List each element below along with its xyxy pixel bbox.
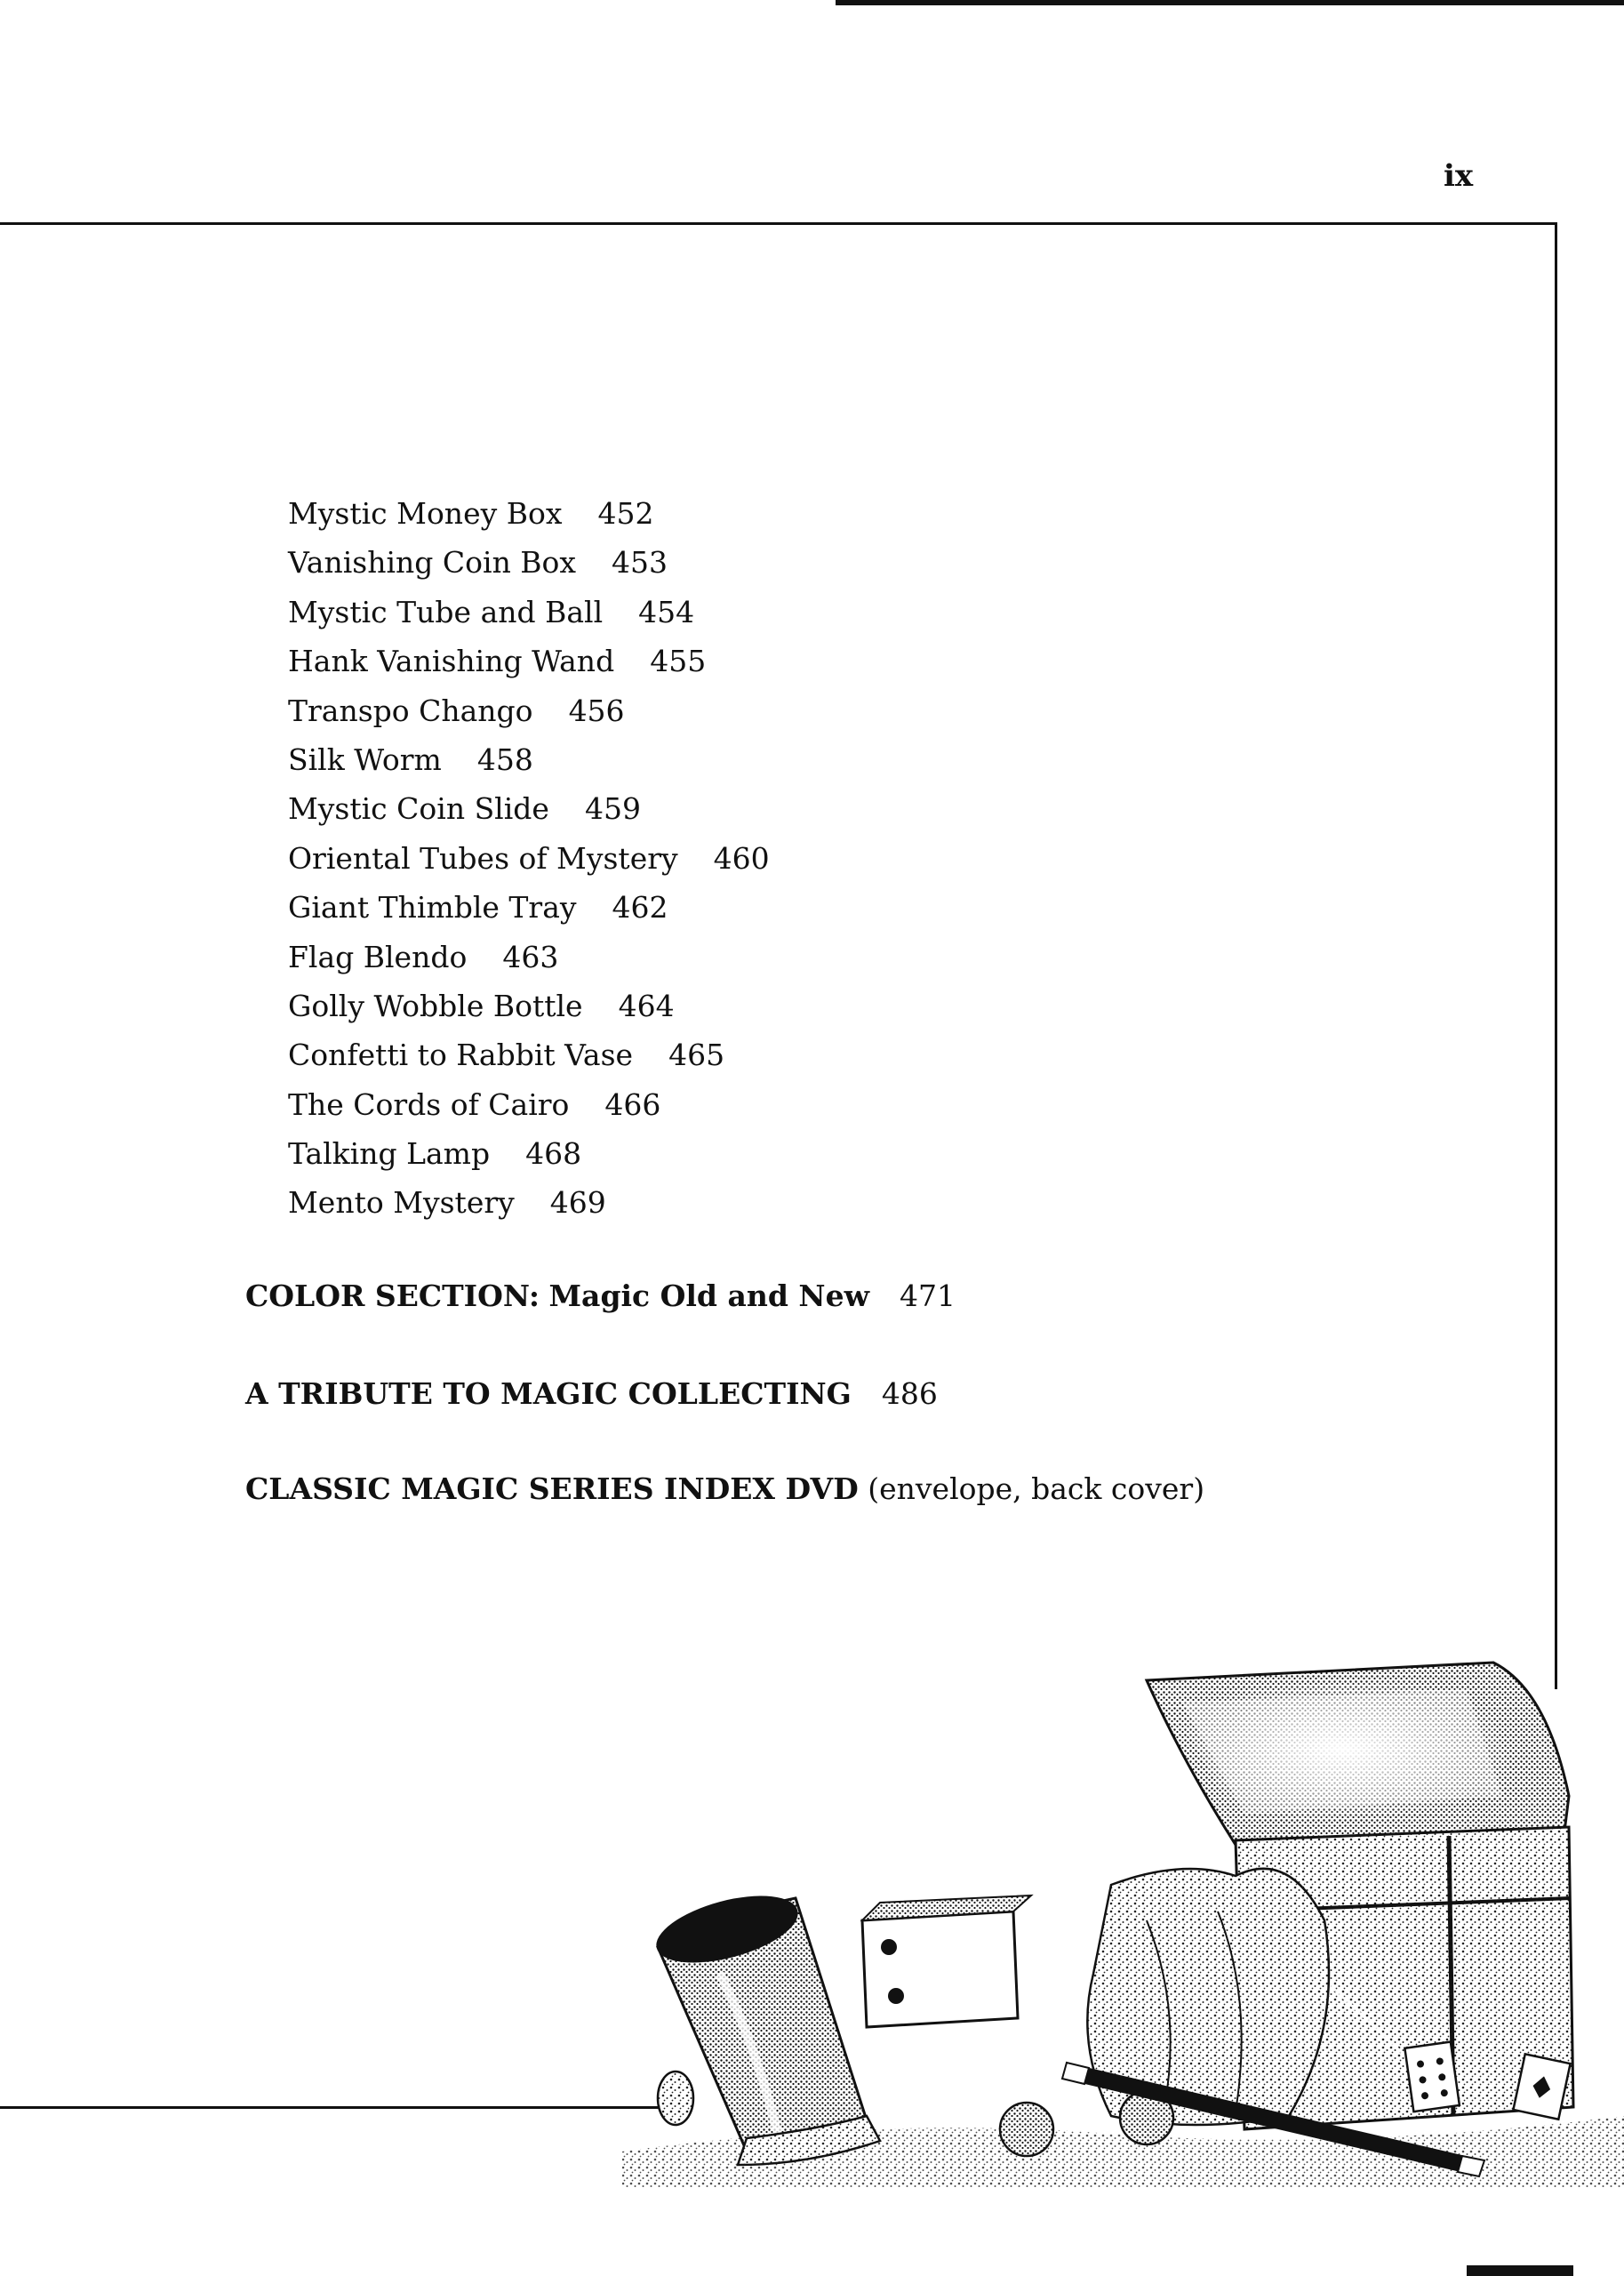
- entry-title: The Cords of Cairo: [288, 1086, 570, 1122]
- section-heading: CLASSIC MAGIC SERIES INDEX DVD: [245, 1471, 859, 1506]
- entry-title: Transpo Chango: [288, 693, 533, 728]
- entry-page: 465: [668, 1038, 725, 1073]
- entry-page: 459: [584, 791, 641, 827]
- dvd-section-heading: [245, 1471, 1204, 1506]
- toc-entry: [288, 1132, 770, 1181]
- top-rule: [836, 0, 1624, 5]
- ball-left: [1000, 2103, 1053, 2156]
- toc-entry: [288, 639, 770, 688]
- entry-title: Giant Thimble Tray: [288, 890, 577, 926]
- toc-entry: [288, 541, 770, 589]
- toc-entry: [288, 738, 770, 787]
- entry-title: Mystic Coin Slide: [288, 791, 549, 827]
- toc-entry: [288, 984, 770, 1033]
- toc-entry: [288, 492, 770, 541]
- rolled-tube: [658, 2072, 693, 2125]
- toc-entry: [288, 1033, 770, 1082]
- playing-card-left: [1404, 2042, 1460, 2112]
- entry-title: Mento Mystery: [288, 1185, 515, 1221]
- section-subtitle: Magic Old and New: [548, 1278, 869, 1313]
- toc-entry: [288, 837, 770, 886]
- page-number: ix: [1444, 158, 1474, 194]
- entry-title: Oriental Tubes of Mystery: [288, 840, 678, 876]
- toc-entry: [288, 787, 770, 836]
- entry-page: 453: [612, 545, 668, 581]
- entry-page: 463: [502, 939, 559, 974]
- entry-page: 468: [525, 1136, 582, 1172]
- toc-entry: [288, 689, 770, 738]
- toc-entry: [288, 886, 770, 934]
- tribute-section-heading: [245, 1376, 938, 1411]
- frame-bottom-rule: [0, 2106, 676, 2109]
- entry-page: 455: [650, 644, 707, 679]
- entry-title: Vanishing Coin Box: [288, 545, 577, 581]
- magic-chest-illustration: [613, 1654, 1624, 2187]
- frame-right-rule: [1555, 222, 1557, 1689]
- entry-page: 460: [713, 840, 770, 876]
- toc-entry: [288, 590, 770, 639]
- toc-entry: [288, 1083, 770, 1132]
- section-note: (envelope, back cover): [868, 1471, 1205, 1506]
- entry-title: Talking Lamp: [288, 1136, 491, 1172]
- entry-title: Hank Vanishing Wand: [288, 644, 615, 679]
- entry-page: 454: [638, 594, 695, 629]
- entry-page: 452: [597, 496, 654, 531]
- entry-title: Mystic Tube and Ball: [288, 594, 604, 629]
- entry-page: 469: [549, 1185, 606, 1221]
- entry-title: Mystic Money Box: [288, 496, 563, 531]
- bottom-edge-mark: [1467, 2265, 1573, 2276]
- entry-page: 464: [618, 988, 675, 1023]
- entry-title: Flag Blendo: [288, 939, 468, 974]
- toc-entry: [288, 1181, 770, 1230]
- section-heading: COLOR SECTION:: [245, 1278, 540, 1313]
- entry-page: 466: [604, 1086, 661, 1122]
- entry-title: Confetti to Rabbit Vase: [288, 1038, 634, 1073]
- entry-page: 462: [612, 890, 668, 926]
- entry-title: Silk Worm: [288, 741, 442, 777]
- section-page: 471: [900, 1278, 956, 1313]
- section-heading: A TRIBUTE TO MAGIC COLLECTING: [245, 1376, 852, 1411]
- toc-entry-list: [288, 492, 770, 1230]
- entry-page: 458: [476, 741, 533, 777]
- section-page: 486: [881, 1376, 938, 1411]
- dotted-box: [862, 1911, 1018, 2027]
- color-section-heading: [245, 1278, 956, 1313]
- toc-entry: [288, 935, 770, 984]
- entry-title: Golly Wobble Bottle: [288, 988, 583, 1023]
- entry-page: 456: [568, 693, 625, 728]
- frame-top-rule: [0, 222, 1557, 225]
